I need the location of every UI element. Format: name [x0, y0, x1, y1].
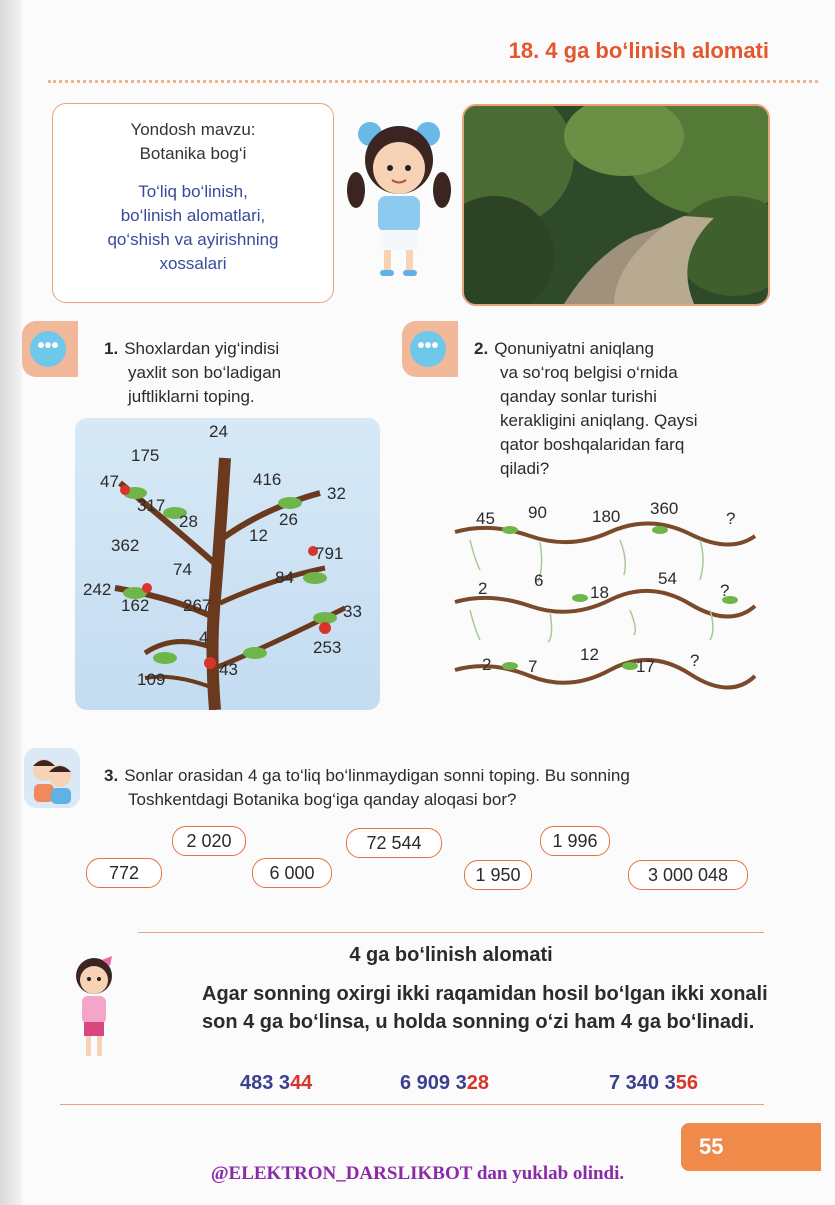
tree-number: 253	[313, 638, 342, 657]
rule-title: 4 ga bo‘linish alomati	[349, 944, 553, 966]
task3-number: 3.	[104, 766, 119, 785]
example-base: 483 3	[240, 1072, 291, 1094]
example-base: 6 909 3	[400, 1072, 467, 1094]
tree-number: 175	[131, 446, 160, 465]
sequence-number: 2	[482, 655, 492, 674]
topic-sub-line: bo‘linish alomatlari,	[120, 206, 266, 225]
tree-number: 362	[111, 536, 140, 555]
tree-number: 791	[315, 544, 344, 563]
task3-line: Toshkentdagi Botanika bog‘iga qanday aloqasi bor?	[128, 790, 517, 809]
topic-sub-line: To‘liq bo‘linish,	[138, 182, 248, 201]
task1-text	[104, 337, 281, 409]
task2-line: kerakligini aniqlang. Qaysi	[500, 411, 698, 430]
task1-number: 1.	[104, 339, 119, 358]
kids-icon	[24, 748, 80, 808]
example-base: 7 340 3	[609, 1072, 676, 1094]
task2-number: 2.	[474, 339, 489, 358]
sequence-number: ?	[726, 509, 736, 528]
topic-label-line1: Yondosh mavzu:	[130, 120, 256, 139]
number-oval: 3 000 048	[628, 860, 748, 890]
sequence-number: 54	[658, 569, 677, 588]
tree-number: 26	[279, 510, 298, 529]
number-oval: 1 996	[540, 826, 610, 856]
task1-line: yaxlit son bo‘ladigan	[128, 363, 282, 382]
tree-number: 84	[275, 568, 294, 587]
tree-number: 317	[137, 496, 166, 515]
task2-line: qiladi?	[500, 459, 550, 478]
footer-credit: @ELEKTRON_DARSLIKBOT dan yuklab olindi.	[210, 1163, 625, 1184]
page-number: 55	[681, 1123, 821, 1171]
vines-drawing	[450, 500, 760, 720]
rule-bottom-line	[60, 1104, 764, 1105]
sequence-number: 90	[528, 503, 547, 522]
sequence-number: 360	[650, 499, 679, 518]
tree-number: 109	[137, 670, 166, 689]
tree-number: 43	[219, 660, 238, 679]
number-oval: 1 950	[464, 860, 532, 890]
topic-sub-line: qo‘shish va ayirishning	[107, 230, 279, 249]
sequence-number: ?	[690, 651, 700, 670]
number-oval: 72 544	[346, 828, 442, 858]
example-tail: 28	[466, 1072, 489, 1094]
number-oval: 772	[86, 858, 162, 888]
task2-text	[474, 337, 698, 481]
example-tail: 44	[290, 1072, 313, 1094]
sequence-number: 12	[580, 645, 599, 664]
tree-number: 74	[173, 560, 192, 579]
tree-number: 32	[327, 484, 346, 503]
topic-sub-line: xossalari	[159, 254, 227, 273]
tree-number: 242	[83, 580, 112, 599]
tree-number: 24	[209, 422, 228, 441]
topic-box	[52, 103, 334, 303]
task3-text	[104, 764, 764, 812]
tree-panel	[75, 418, 380, 710]
speech-bubble-icon: •••	[410, 331, 446, 367]
example-number	[609, 1072, 698, 1095]
rule-top-line	[138, 932, 764, 933]
header-divider	[48, 80, 818, 83]
tree-number: 162	[121, 596, 150, 615]
tree-number: 28	[179, 512, 198, 531]
girl-small-illustration	[62, 954, 126, 1064]
example-number	[240, 1072, 312, 1095]
garden-photo	[462, 104, 770, 306]
tree-number: 47	[100, 472, 119, 491]
task2-line: qanday sonlar turishi	[500, 387, 657, 406]
tree-number: 267	[183, 596, 212, 615]
tree-number: 416	[253, 470, 282, 489]
task1-line: Shoxlardan yig‘indisi	[124, 339, 280, 358]
sequence-number: 18	[590, 583, 609, 602]
sequence-number: ?	[720, 581, 730, 600]
sequence-number: 6	[534, 571, 544, 590]
tree-number: 33	[343, 602, 362, 621]
sequence-number: 17	[636, 657, 655, 676]
tree-number: 4	[199, 628, 209, 647]
task3-line: Sonlar orasidan 4 ga to‘liq bo‘linmaydigan sonni toping. Bu sonning	[124, 766, 630, 785]
number-oval: 6 000	[252, 858, 332, 888]
topic-label-line2: Botanika bog‘i	[139, 144, 247, 163]
task2-line: qator boshqalaridan farq	[500, 435, 685, 454]
example-tail: 56	[675, 1072, 698, 1094]
task1-icon	[22, 321, 78, 377]
task1-line: juftliklarni toping.	[128, 387, 255, 406]
speech-bubble-icon: •••	[30, 331, 66, 367]
sequence-number: 180	[592, 507, 621, 526]
number-oval: 2 020	[172, 826, 246, 856]
tree-number: 12	[249, 526, 268, 545]
task2-line: Qonuniyatni aniqlang	[494, 339, 654, 358]
lesson-title: 18. 4 ga bo‘linish alomati	[508, 38, 769, 63]
page-binding	[0, 0, 22, 1205]
task2-icon	[402, 321, 458, 377]
task2-line: va so‘roq belgisi o‘rnida	[500, 363, 678, 382]
sequence-number: 45	[476, 509, 495, 528]
example-number	[400, 1072, 489, 1095]
rule-text: Agar sonning oxirgi ikki raqamidan hosil bo‘lgan ikki xonali son 4 ga bo‘linsa, u holda sonning o‘zi ham 4 ga bo‘linadi.	[202, 983, 768, 1033]
sequence-number: 2	[478, 579, 488, 598]
girl-illustration	[340, 112, 458, 282]
sequence-number: 7	[528, 657, 538, 676]
